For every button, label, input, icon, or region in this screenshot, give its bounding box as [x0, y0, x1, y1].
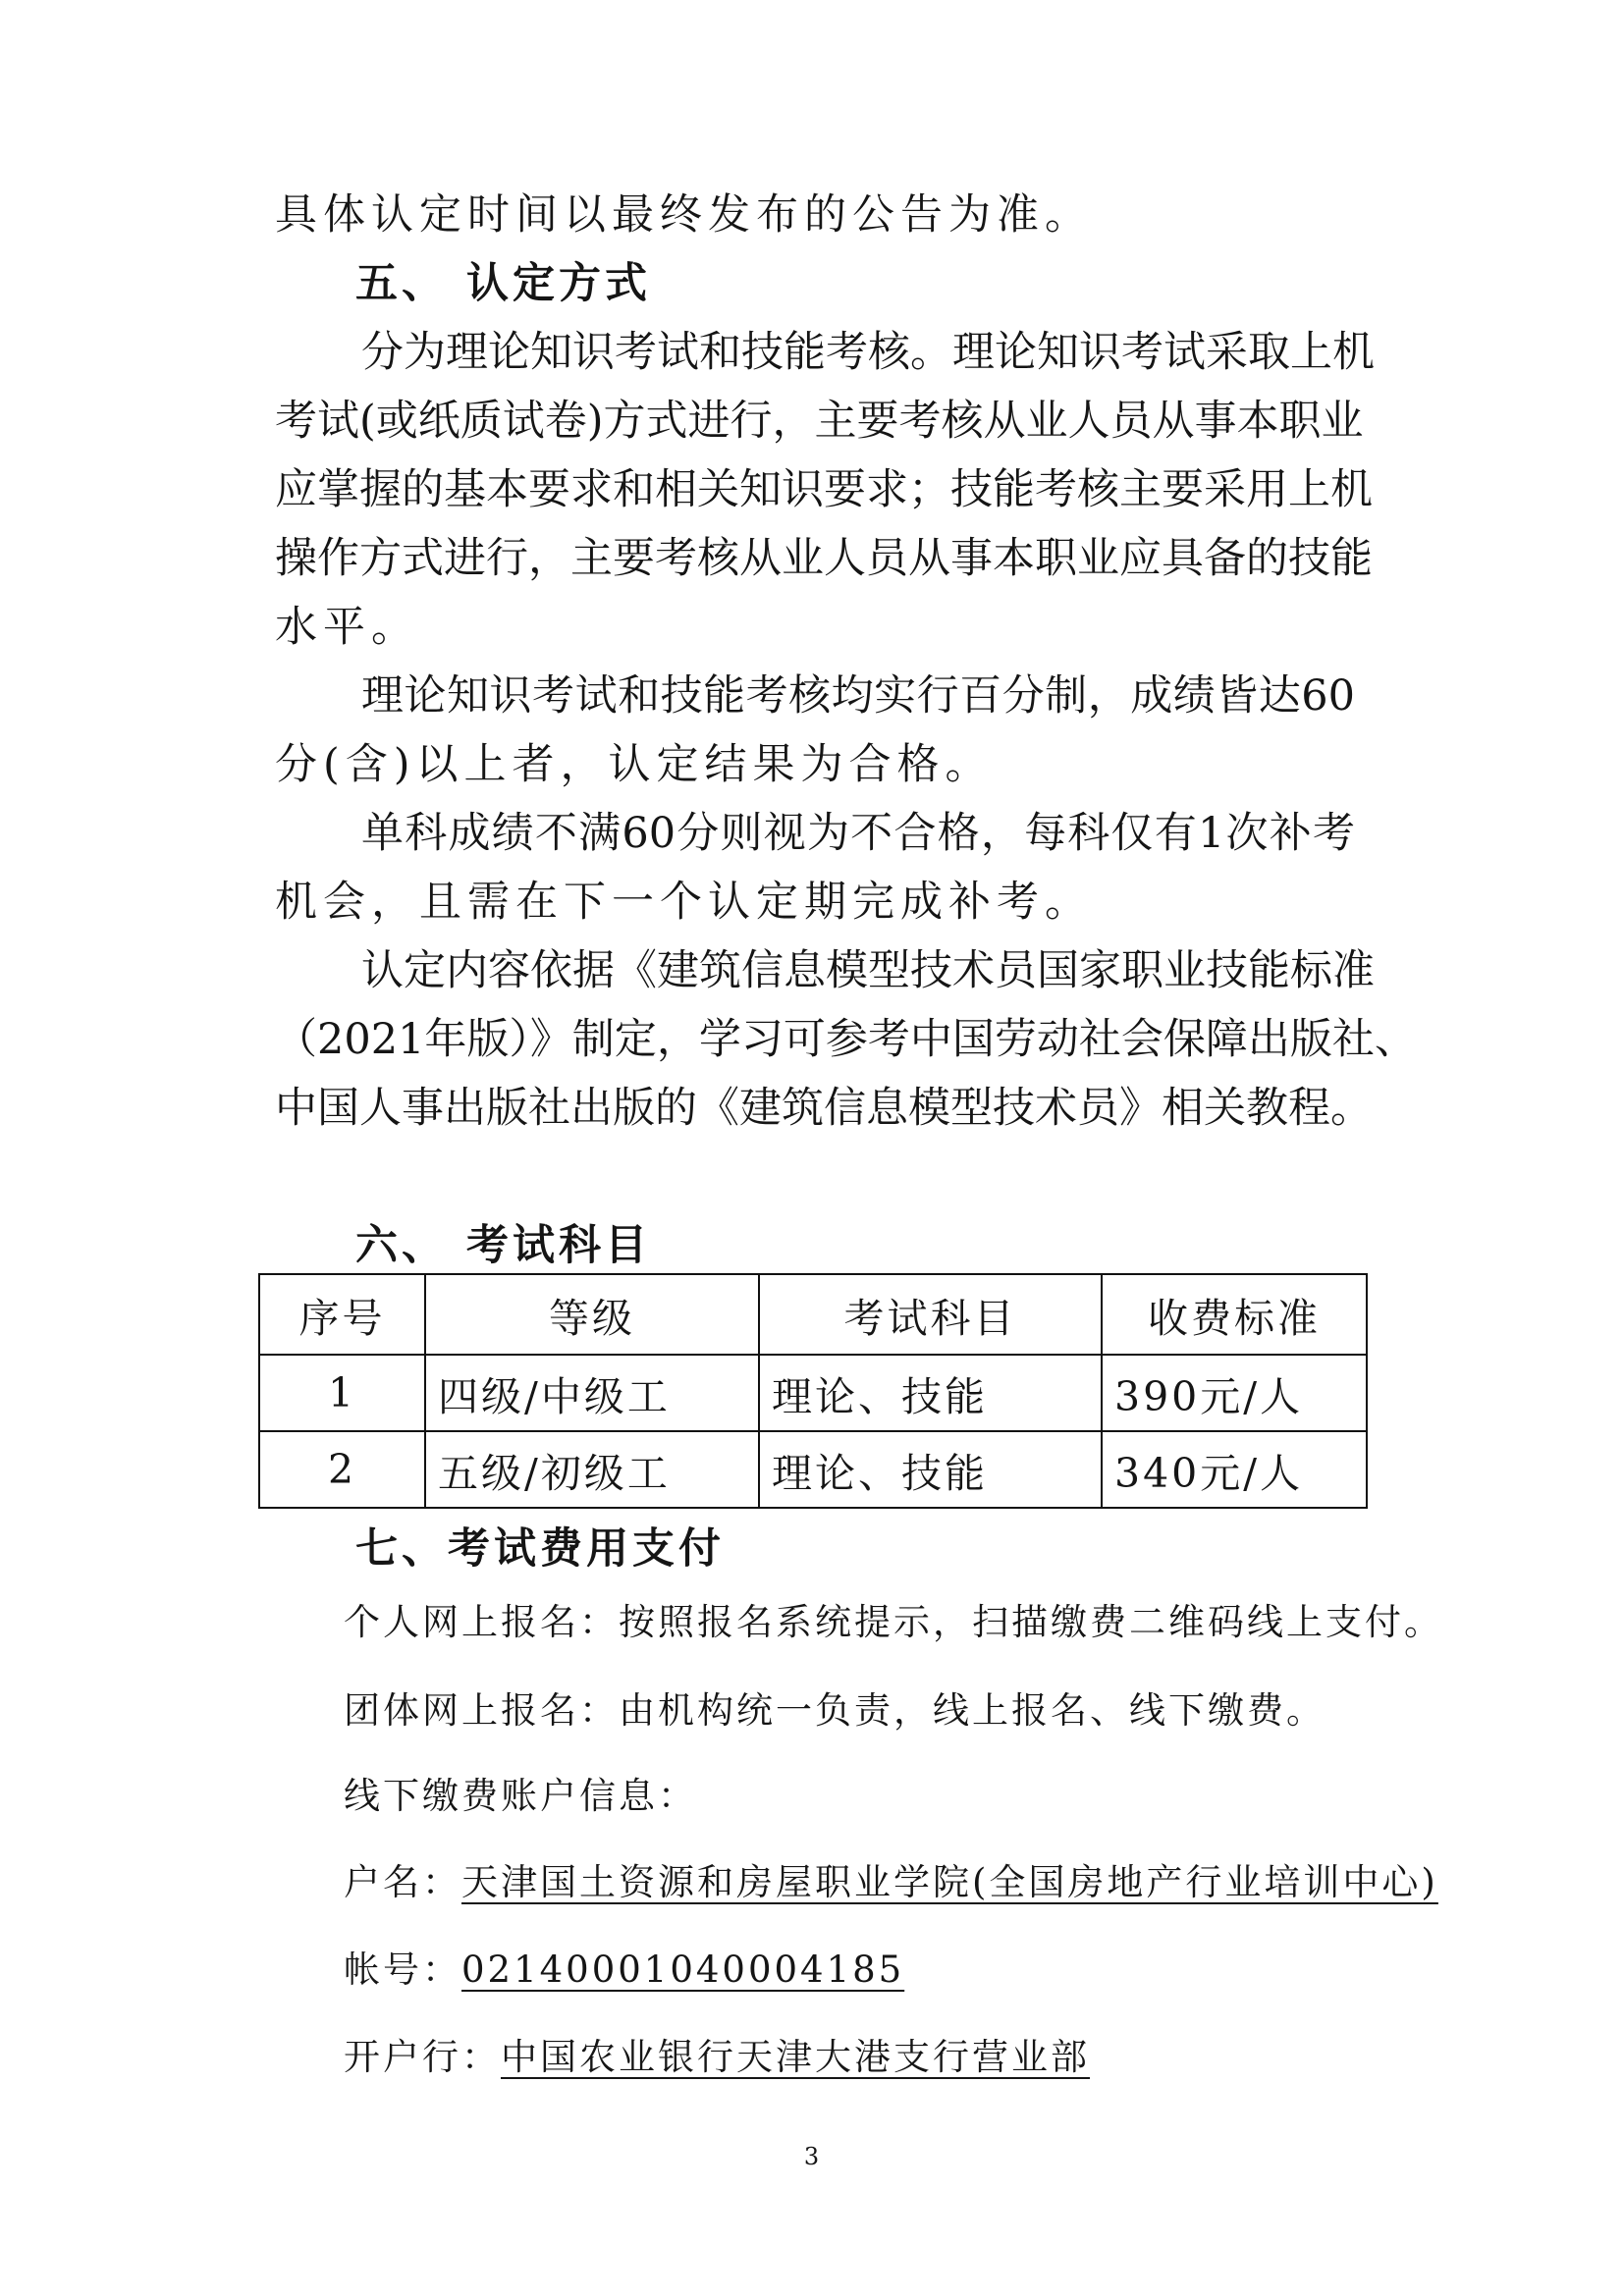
table-header-cell: 考试科目 [759, 1274, 1102, 1355]
account-number-value: 02140001040004185 [461, 1949, 905, 1991]
bank-label: 开户行： [344, 2036, 501, 2078]
table-cell-level: 五级/初级工 [425, 1431, 759, 1508]
table-cell-subject: 理论、技能 [759, 1431, 1102, 1508]
section-5-p1-line-2: 考试(或纸质试卷)方式进行，主要考核从业人员从事本职业 [275, 397, 1364, 446]
table-header-cell: 序号 [259, 1274, 425, 1355]
group-registration-note: 团体网上报名：由机构统一负责，线上报名、线下缴费。 [344, 1689, 1325, 1732]
section-5-p4-line-1: 认定内容依据《建筑信息模型技术员国家职业技能标准 [361, 946, 1375, 995]
account-name-row [344, 1861, 1438, 1903]
section-5-p2-line-2: 分(含)以上者，认定结果为合格。 [275, 740, 994, 789]
bank-row [344, 2036, 1090, 2078]
page-number: 3 [803, 2143, 820, 2170]
table-header-cell: 收费标准 [1102, 1274, 1367, 1355]
table-cell-index: 1 [259, 1355, 425, 1431]
section-5-p1-line-5: 水平。 [275, 603, 419, 652]
section-5-p3-line-1: 单科成绩不满60分则视为不合格，每科仅有1次补考 [361, 809, 1355, 858]
table-cell-index: 2 [259, 1431, 425, 1508]
section-5-p4-line-2: （2021年版）》制定，学习可参考中国劳动社会保障出版社、 [275, 1015, 1417, 1064]
table-cell-level: 四级/中级工 [425, 1355, 759, 1431]
section-6-heading: 六、 考试科目 [355, 1221, 651, 1270]
section-5-p1-line-4: 操作方式进行，主要考核从业人员从事本职业应具备的技能 [275, 534, 1373, 583]
account-number-row [344, 1949, 905, 1991]
bank-value: 中国农业银行天津大港支行营业部 [501, 2036, 1090, 2078]
section-5-p2-line-1: 理论知识考试和技能考核均实行百分制，成绩皆达60 [361, 671, 1355, 721]
account-name-value: 天津国土资源和房屋职业学院(全国房地产行业培训中心) [461, 1861, 1438, 1903]
table-row [259, 1355, 1367, 1431]
section-5-p3-line-2: 机会，且需在下一个认定期完成补考。 [275, 878, 1093, 927]
table-cell-fee: 340元/人 [1102, 1431, 1367, 1508]
offline-account-title: 线下缴费账户信息： [344, 1775, 697, 1817]
table-row [259, 1431, 1367, 1508]
exam-fee-table [258, 1273, 1368, 1509]
individual-registration-note: 个人网上报名：按照报名系统提示，扫描缴费二维码线上支付。 [344, 1601, 1443, 1643]
table-cell-fee: 390元/人 [1102, 1355, 1367, 1431]
section-5-p1-line-1: 分为理论知识考试和技能考核。理论知识考试采取上机 [361, 328, 1375, 377]
section-7-heading: 七、考试费用支付 [355, 1524, 725, 1574]
account-number-label: 帐号： [344, 1949, 461, 1991]
table-header-cell: 等级 [425, 1274, 759, 1355]
table-header-row [259, 1274, 1367, 1355]
account-name-label: 户名： [344, 1861, 461, 1903]
section-5-heading: 五、 认定方式 [355, 259, 651, 308]
section-5-p4-line-3: 中国人事出版社出版的《建筑信息模型技术员》相关教程。 [275, 1084, 1373, 1133]
table-cell-subject: 理论、技能 [759, 1355, 1102, 1431]
intro-paragraph: 具体认定时间以最终发布的公告为准。 [275, 190, 1093, 240]
section-5-p1-line-3: 应掌握的基本要求和相关知识要求；技能考核主要采用上机 [275, 465, 1373, 514]
